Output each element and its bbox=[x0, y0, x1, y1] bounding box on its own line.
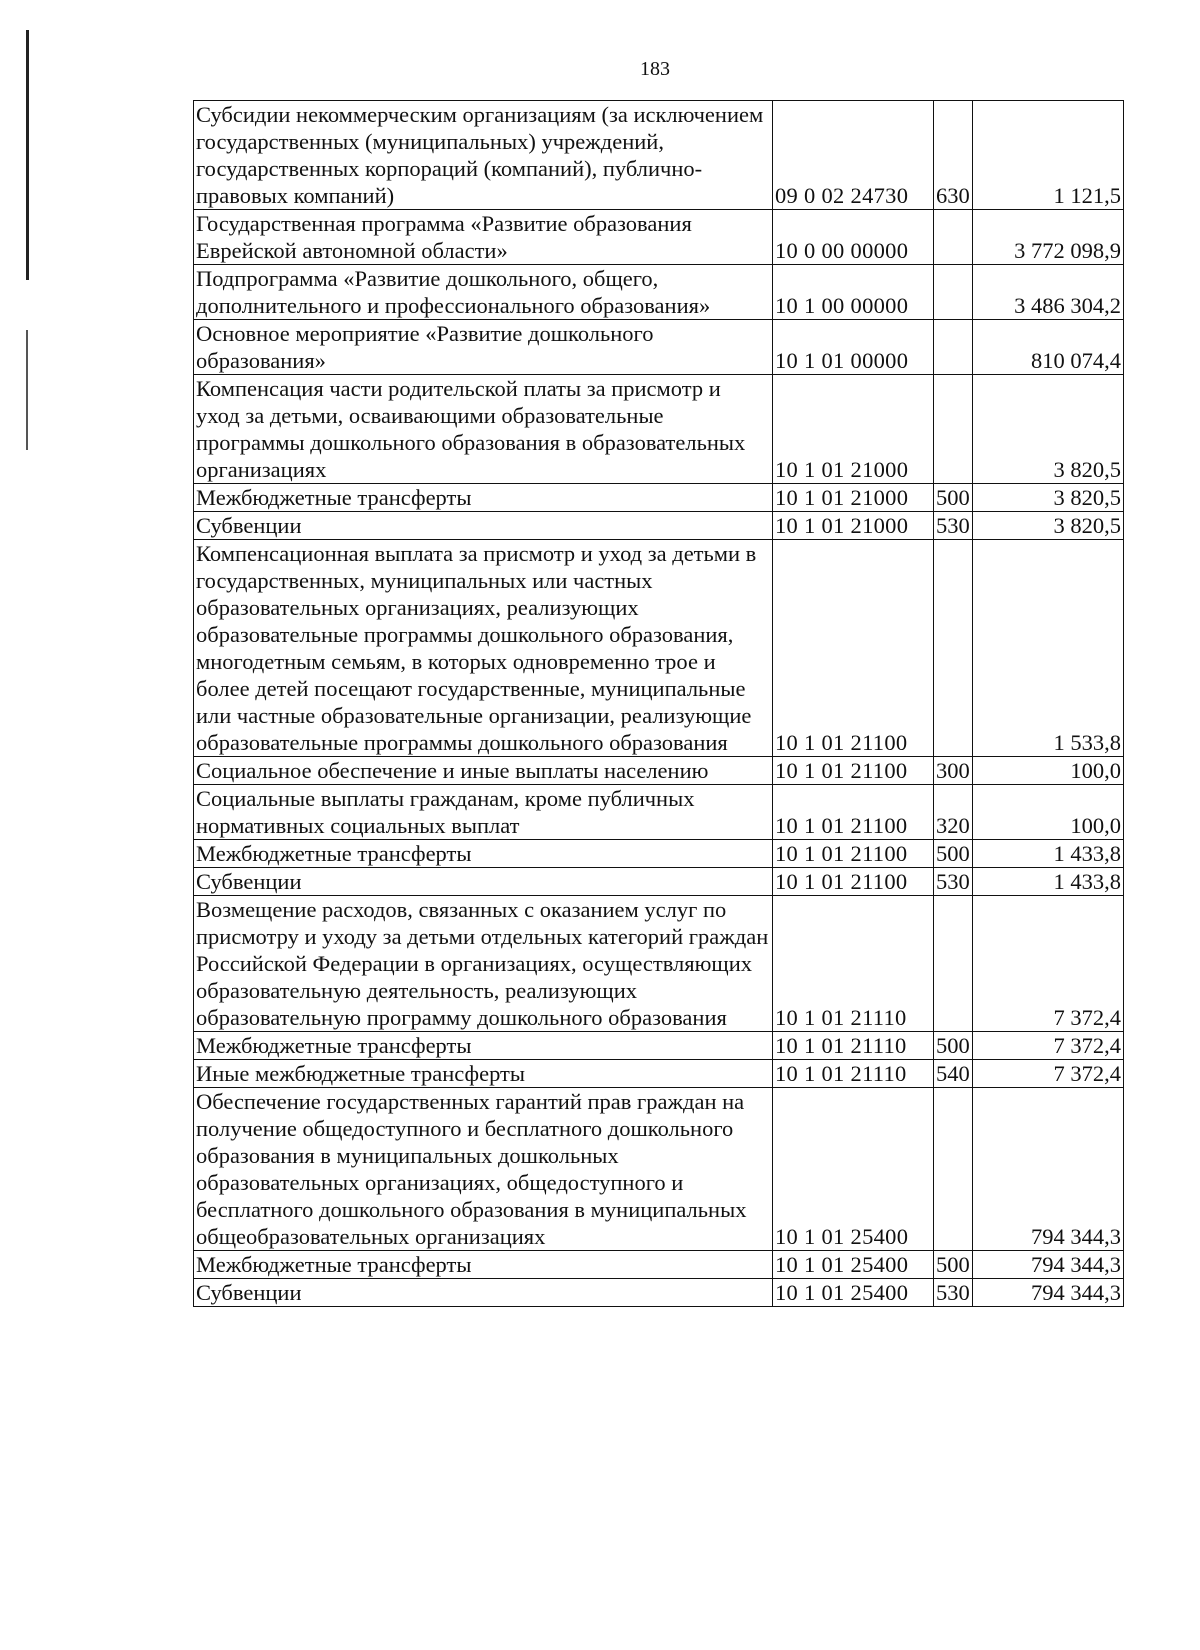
budget-table-body bbox=[194, 101, 1124, 1307]
amount-cell: 3 820,5 bbox=[973, 484, 1124, 512]
amount-cell: 794 344,3 bbox=[973, 1088, 1124, 1251]
expense-name-cell: Межбюджетные трансферты bbox=[194, 1032, 773, 1060]
amount-cell: 100,0 bbox=[973, 785, 1124, 840]
expense-type-cell bbox=[934, 375, 973, 484]
table-row bbox=[194, 210, 1124, 265]
amount-cell: 7 372,4 bbox=[973, 1032, 1124, 1060]
table-row bbox=[194, 1251, 1124, 1279]
expense-type-cell: 320 bbox=[934, 785, 973, 840]
budget-table bbox=[193, 100, 1124, 1307]
target-article-cell: 10 1 01 21100 bbox=[773, 757, 934, 785]
page-number: 183 bbox=[640, 58, 670, 80]
target-article-cell: 10 1 01 21100 bbox=[773, 540, 934, 757]
target-article-cell: 10 1 01 25400 bbox=[773, 1251, 934, 1279]
amount-cell: 794 344,3 bbox=[973, 1251, 1124, 1279]
table-row bbox=[194, 320, 1124, 375]
target-article-cell: 10 1 00 00000 bbox=[773, 265, 934, 320]
target-article-cell: 10 1 01 21110 bbox=[773, 896, 934, 1032]
target-article-cell: 10 1 01 00000 bbox=[773, 320, 934, 375]
table-row bbox=[194, 484, 1124, 512]
expense-name-cell: Обеспечение государственных гарантий прав граждан на получение общедоступного и бесплатного дошкольного образования в муниципальных дошкольных образовательных организациях, общедоступного и бесплатного дошкольного образования в муниципальных общеобразовательных организациях bbox=[194, 1088, 773, 1251]
amount-cell: 7 372,4 bbox=[973, 896, 1124, 1032]
table-row bbox=[194, 101, 1124, 210]
table-row bbox=[194, 840, 1124, 868]
table-row bbox=[194, 757, 1124, 785]
expense-name-cell: Подпрограмма «Развитие дошкольного, общего, дополнительного и профессионального образования» bbox=[194, 265, 773, 320]
table-row bbox=[194, 1060, 1124, 1088]
amount-cell: 1 121,5 bbox=[973, 101, 1124, 210]
expense-name-cell: Государственная программа «Развитие образования Еврейской автономной области» bbox=[194, 210, 773, 265]
expense-type-cell: 500 bbox=[934, 1032, 973, 1060]
table-row bbox=[194, 1279, 1124, 1307]
expense-type-cell: 630 bbox=[934, 101, 973, 210]
expense-type-cell: 500 bbox=[934, 484, 973, 512]
target-article-cell: 10 1 01 21100 bbox=[773, 785, 934, 840]
target-article-cell: 10 1 01 21000 bbox=[773, 512, 934, 540]
amount-cell: 3 820,5 bbox=[973, 512, 1124, 540]
expense-type-cell: 500 bbox=[934, 1251, 973, 1279]
amount-cell: 3 486 304,2 bbox=[973, 265, 1124, 320]
expense-name-cell: Субвенции bbox=[194, 868, 773, 896]
amount-cell: 3 820,5 bbox=[973, 375, 1124, 484]
target-article-cell: 10 1 01 21110 bbox=[773, 1060, 934, 1088]
table-row bbox=[194, 1032, 1124, 1060]
expense-name-cell: Компенсационная выплата за присмотр и уход за детьми в государственных, муниципальных или частных образовательных организациях, реализующих образовательные программы дошкольного образования, многодетным семьям, в которых одновременно трое и более детей посещают государственные, муниципальные или частные образовательные организации, реализующие образовательные программы дошкольного образования bbox=[194, 540, 773, 757]
expense-type-cell bbox=[934, 1088, 973, 1251]
target-article-cell: 10 1 01 21110 bbox=[773, 1032, 934, 1060]
expense-name-cell: Межбюджетные трансферты bbox=[194, 1251, 773, 1279]
amount-cell: 3 772 098,9 bbox=[973, 210, 1124, 265]
target-article-cell: 10 1 01 25400 bbox=[773, 1279, 934, 1307]
target-article-cell: 10 1 01 21000 bbox=[773, 375, 934, 484]
table-row bbox=[194, 896, 1124, 1032]
target-article-cell: 10 1 01 21000 bbox=[773, 484, 934, 512]
scan-edge-mark bbox=[26, 330, 28, 450]
expense-type-cell: 540 bbox=[934, 1060, 973, 1088]
target-article-cell: 09 0 02 24730 bbox=[773, 101, 934, 210]
table-row bbox=[194, 512, 1124, 540]
expense-name-cell: Возмещение расходов, связанных с оказанием услуг по присмотру и уходу за детьми отдельных категорий граждан Российской Федерации в организациях, осуществляющих образовательную деятельность, реализующих образовательную программу дошкольного образования bbox=[194, 896, 773, 1032]
amount-cell: 794 344,3 bbox=[973, 1279, 1124, 1307]
expense-name-cell: Межбюджетные трансферты bbox=[194, 840, 773, 868]
expense-name-cell: Межбюджетные трансферты bbox=[194, 484, 773, 512]
expense-name-cell: Компенсация части родительской платы за присмотр и уход за детьми, осваивающими образовательные программы дошкольного образования в образовательных организациях bbox=[194, 375, 773, 484]
expense-type-cell: 530 bbox=[934, 868, 973, 896]
amount-cell: 1 433,8 bbox=[973, 868, 1124, 896]
amount-cell: 100,0 bbox=[973, 757, 1124, 785]
amount-cell: 1 533,8 bbox=[973, 540, 1124, 757]
expense-type-cell: 530 bbox=[934, 1279, 973, 1307]
expense-type-cell bbox=[934, 540, 973, 757]
amount-cell: 1 433,8 bbox=[973, 840, 1124, 868]
table-row bbox=[194, 265, 1124, 320]
expense-type-cell bbox=[934, 210, 973, 265]
table-row bbox=[194, 1088, 1124, 1251]
expense-type-cell: 500 bbox=[934, 840, 973, 868]
target-article-cell: 10 0 00 00000 bbox=[773, 210, 934, 265]
expense-name-cell: Субсидии некоммерческим организациям (за исключением государственных (муниципальных) учреждений, государственных корпораций (компаний), публично-правовых компаний) bbox=[194, 101, 773, 210]
expense-name-cell: Основное мероприятие «Развитие дошкольного образования» bbox=[194, 320, 773, 375]
expense-name-cell: Социальные выплаты гражданам, кроме публичных нормативных социальных выплат bbox=[194, 785, 773, 840]
expense-type-cell: 530 bbox=[934, 512, 973, 540]
amount-cell: 7 372,4 bbox=[973, 1060, 1124, 1088]
expense-type-cell bbox=[934, 265, 973, 320]
expense-name-cell: Субвенции bbox=[194, 1279, 773, 1307]
scan-edge-mark bbox=[26, 30, 29, 280]
expense-type-cell: 300 bbox=[934, 757, 973, 785]
table-row bbox=[194, 785, 1124, 840]
table-row bbox=[194, 540, 1124, 757]
expense-name-cell: Иные межбюджетные трансферты bbox=[194, 1060, 773, 1088]
target-article-cell: 10 1 01 25400 bbox=[773, 1088, 934, 1251]
target-article-cell: 10 1 01 21100 bbox=[773, 868, 934, 896]
table-row bbox=[194, 868, 1124, 896]
amount-cell: 810 074,4 bbox=[973, 320, 1124, 375]
table-row bbox=[194, 375, 1124, 484]
expense-type-cell bbox=[934, 320, 973, 375]
target-article-cell: 10 1 01 21100 bbox=[773, 840, 934, 868]
expense-name-cell: Социальное обеспечение и иные выплаты населению bbox=[194, 757, 773, 785]
expense-type-cell bbox=[934, 896, 973, 1032]
expense-name-cell: Субвенции bbox=[194, 512, 773, 540]
